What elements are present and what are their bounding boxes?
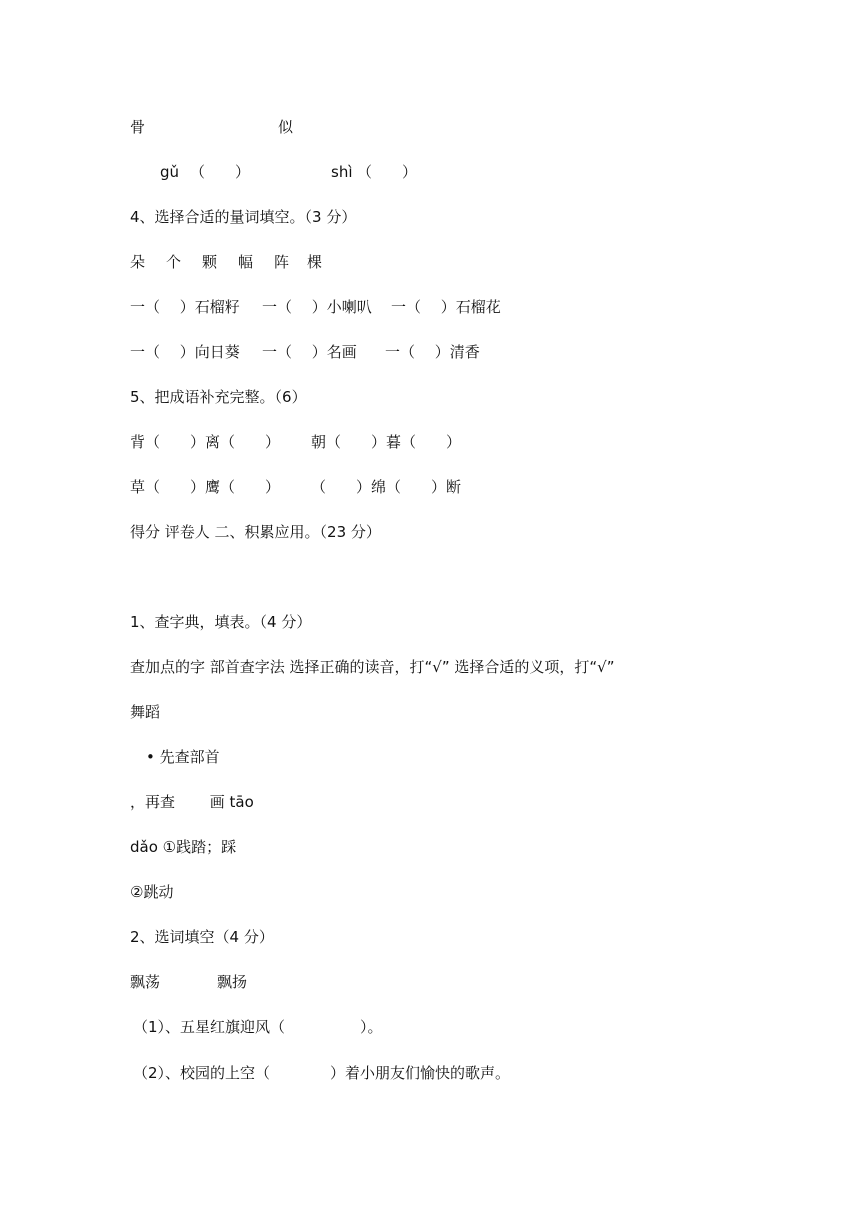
q1-title [0,611,860,633]
q2-title-text: 2、选词填空（4 分） [130,928,274,946]
pinyin-gu-blank: （ ） [190,163,251,181]
idiom-item: （ ）绵（ ）断 [311,478,462,496]
char-si: 似 [278,118,294,136]
fill-item: 一（ ）名画 [262,343,357,361]
q2-options [0,971,860,993]
q2-item-1-text: （1）、五星红旗迎风（ ）。 [133,1018,383,1036]
q1-line-a [0,791,860,813]
section-header [0,521,860,543]
q2-item-2 [0,1062,860,1084]
q4-title-text: 4、选择合适的量词填空。（3 分） [130,208,357,226]
q1-bullet [0,746,860,768]
q2-title [0,926,860,948]
q1-word-text: 舞蹈 [130,703,161,721]
word-option: 飘扬 [217,973,248,991]
q1-line-b-text: dǎo ①践踏；踩 [130,838,237,856]
q5-row-1 [0,431,860,453]
q5-title-text: 5、把成语补充完整。（6） [130,388,307,406]
fill-item: 一（ ）石榴花 [391,298,501,316]
q4-row-1 [0,296,860,318]
fill-item: 一（ ）小喇叭 [262,298,372,316]
measure-word: 阵 [274,253,290,271]
q2-item-2-text: （2）、校园的上空（ ）着小朋友们愉快的歌声。 [133,1064,511,1082]
idiom-item: 背（ ）离（ ） [130,433,281,451]
word-option: 飘荡 [130,973,161,991]
fill-item: 一（ ）石榴籽 [130,298,240,316]
section-header-text: 得分 评卷人 二、积累应用。（23 分） [130,523,381,541]
q1-bullet-text: • 先查部首 [146,748,220,766]
measure-word: 颗 [202,253,218,271]
q4-word-options [0,251,860,273]
q1-word [0,701,860,723]
q4-title [0,206,860,228]
measure-word: 朵 [130,253,146,271]
q1-line-c [0,881,860,903]
q1-line-c-text: ②跳动 [130,883,174,901]
pinyin-shi-blank: （ ） [357,163,418,181]
idiom-item: 草（ ）鹰（ ） [130,478,281,496]
idiom-item: 朝（ ）暮（ ） [311,433,462,451]
pinyin-row [0,161,860,183]
q5-row-2 [0,476,860,498]
char-gu: 骨 [130,118,146,136]
fill-item: 一（ ）向日葵 [130,343,240,361]
fill-item: 一（ ）清香 [385,343,480,361]
measure-word: 幅 [238,253,254,271]
q1-table-header-text: 查加点的字 部首查字法 选择正确的读音，打“√” 选择合适的义项，打“√” [130,658,615,676]
measure-word: 个 [166,253,182,271]
q2-item-1 [0,1016,860,1038]
pinyin-shi: shì [331,163,353,181]
q1-line-a-text: ，再查 画 tāo [130,793,254,811]
q4-row-2 [0,341,860,363]
char-row [0,116,860,138]
pinyin-gu: gǔ [160,163,180,181]
q1-title-text: 1、查字典，填表。（4 分） [130,613,312,631]
q5-title [0,386,860,408]
q1-line-b [0,836,860,858]
q1-table-header [0,656,860,678]
measure-word: 棵 [307,253,323,271]
